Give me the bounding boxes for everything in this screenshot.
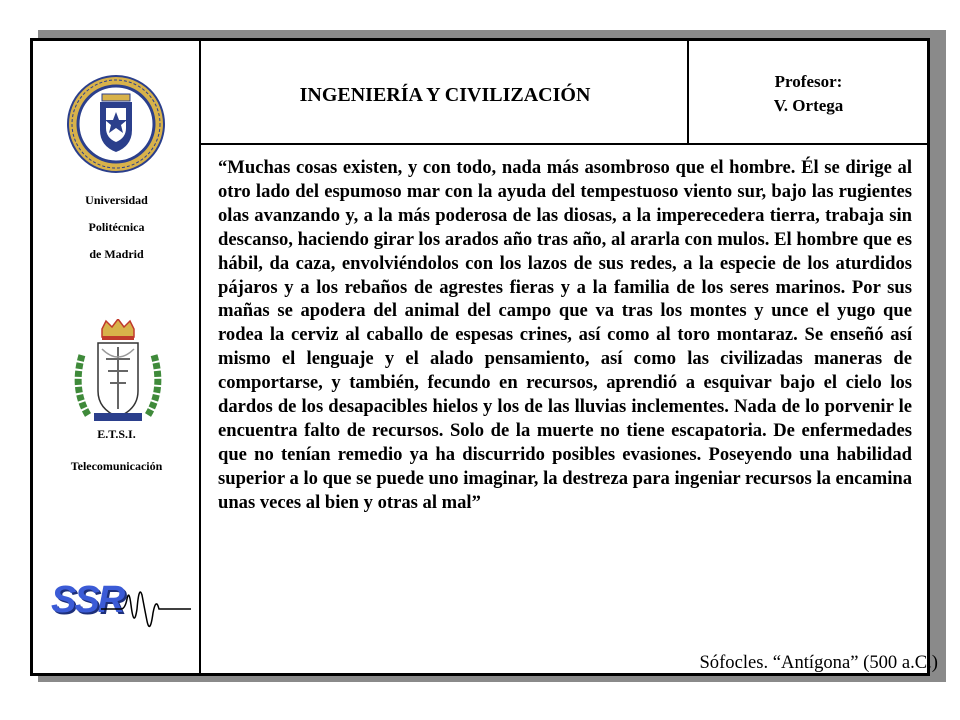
school-line-2: Telecomunicación — [70, 459, 163, 473]
etsit-crest-icon — [68, 319, 168, 429]
signal-wave-icon — [101, 581, 191, 641]
ssr-logo-text: SSR — [51, 579, 124, 621]
university-line-2: Politécnica — [88, 220, 145, 234]
quote-text: “Muchas cosas existen, y con todo, nada más asombroso que el hombre. Él se dirige al otro lado del espumoso mar con la ayuda del tempestuoso viento sur, bajo las rugientes olas avanzando y, a la más poderosa de las diosas, a la imperecedera tierra, trabaja sin descanso, haciendo girar los arados año tras año, al ararla con mulos. El hombre que es hábil, da caza, envolviéndolos con los lazos de sus redes, a la especie de los aturdidos pájaros y a los rebaños de agrestes fieras y a la familia de los seres marinos. Por sus mañas se apodera del animal del campo que va tras los montes y unce el yugo que rodea la cerviz al caballo de espesas crines, así como al toro montaraz. Se enseñó así mismo el lenguaje y el alado pensamiento, así como las civilizadas maneras de comportarse, y también, fecundo en recursos, aprendió a esquivar bajo el cielo los dardos de los desapacibles hielos y los de las lluvias inclementes. Nada de lo porvenir le encuentra falto de recursos. Solo de la muerte no tiene escapatoria. De enfermedades que no tenían remedio ya ha discurrido posibles evasiones. Poseyendo una habilidad superior a lo que se puede uno imaginar, la destreza para ingeniar recursos la encamina unas veces al bien y otras al mal” — [218, 157, 912, 513]
professor-name: V. Ortega — [773, 96, 844, 115]
sidebar-divider — [199, 41, 201, 673]
university-line-3: de Madrid — [89, 247, 144, 261]
page-title: INGENIERÍA Y CIVILIZACIÓN — [299, 84, 591, 106]
professor-label: Profesor: — [774, 72, 843, 91]
school-line-1: E.T.S.I. — [97, 427, 136, 441]
quote-source: Sófocles. “Antígona” (500 a.C.) — [699, 652, 938, 673]
professor-block — [690, 70, 927, 118]
upm-seal-icon — [66, 74, 166, 174]
university-line-1: Universidad — [85, 193, 148, 207]
header-bottom-line — [199, 143, 927, 145]
